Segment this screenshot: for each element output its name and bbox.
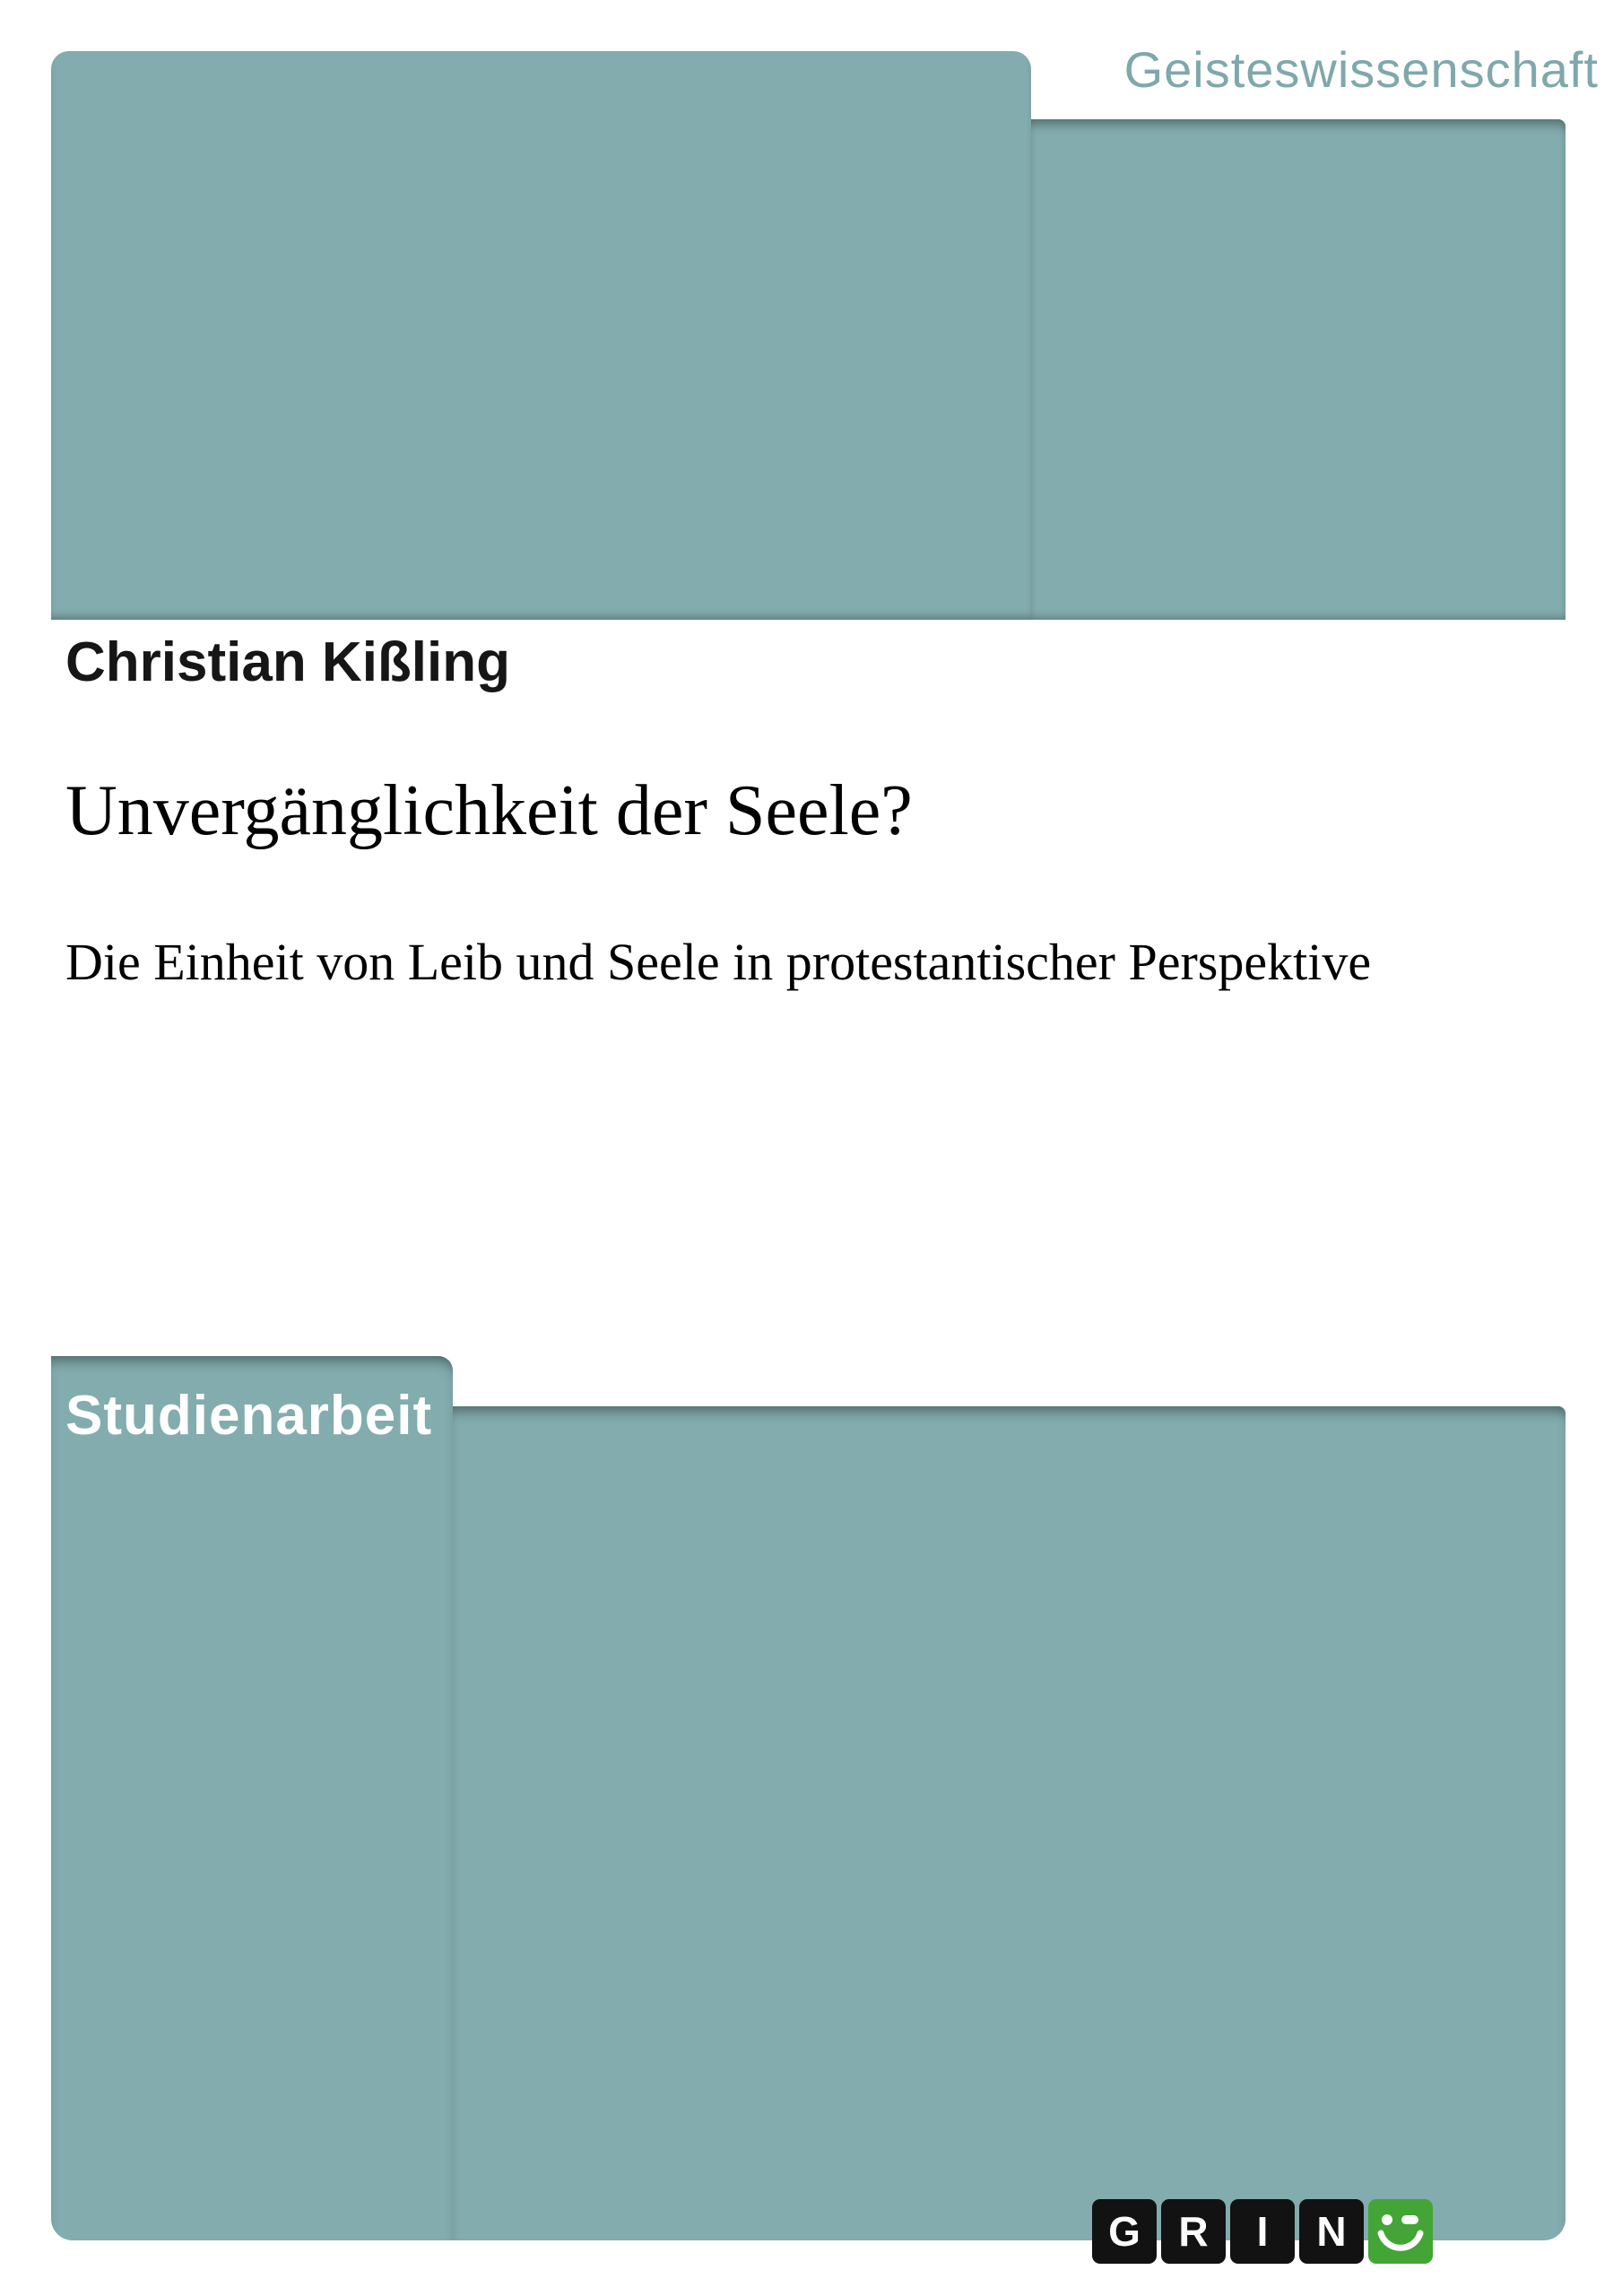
logo-letter-i: I [1230,2199,1295,2264]
teal-field-lower-left [51,1356,453,2240]
teal-field-upper-right [1031,119,1566,620]
page-subtitle: Die Einheit von Leib und Seele in protestantischer Perspektive [65,933,1372,991]
teal-field-lower-right [453,1406,1566,2240]
teal-field-upper-left [51,51,1031,620]
grin-logo [1092,2199,1433,2264]
winking-smiley-icon [1368,2199,1433,2264]
logo-letter-g: G [1092,2199,1157,2264]
logo-letter-r: R [1161,2199,1226,2264]
category-label: Geisteswissenschaft [1123,41,1599,98]
author-name: Christian Kißling [65,631,510,693]
doc-type-badge: Studienarbeit [65,1385,433,1447]
page-title: Unvergänglichkeit der Seele? [65,771,913,850]
logo-letter-n: N [1299,2199,1364,2264]
